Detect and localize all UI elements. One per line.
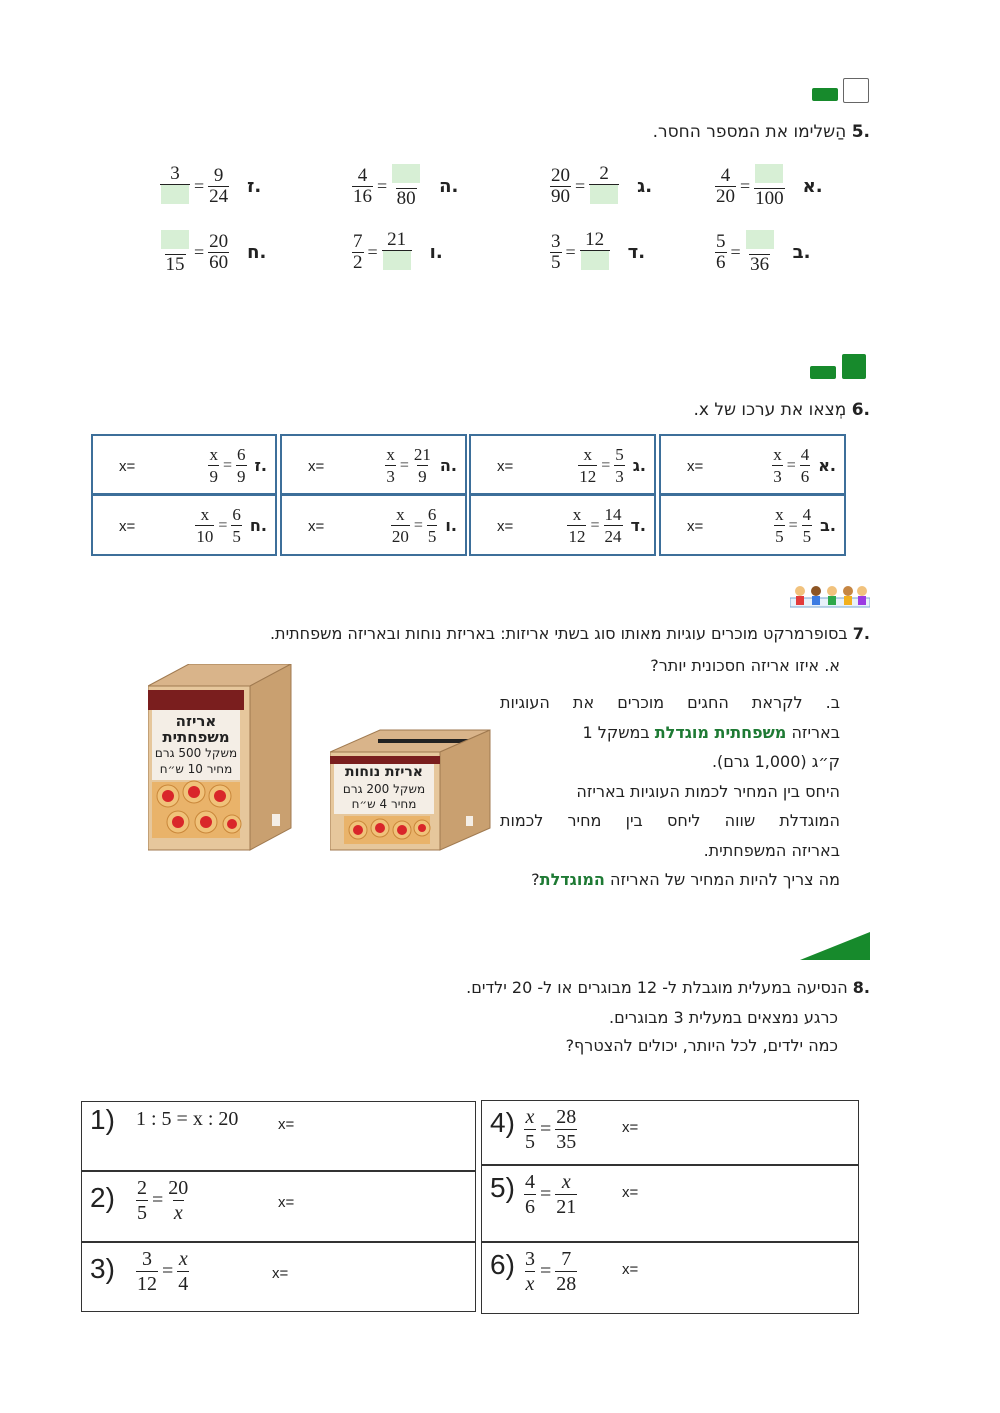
q6-cell[interactable] xyxy=(659,434,846,495)
fraction xyxy=(715,166,736,207)
fraction-term: 3 xyxy=(525,1248,535,1270)
fraction-term: 5 xyxy=(802,527,812,546)
small-box-weight: משקל 200 גרם xyxy=(342,782,426,796)
q5-item-label: ח. xyxy=(247,242,267,263)
answer-x-label: x= xyxy=(687,518,704,535)
fraction xyxy=(177,1247,189,1296)
equals-sign: = xyxy=(222,456,233,474)
q6-cell[interactable] xyxy=(469,434,656,495)
answer-x-label: x= xyxy=(308,458,325,475)
fraction-term: 12 xyxy=(568,527,586,546)
q6-cell-label: ב. xyxy=(820,516,836,535)
fraction-term: 12 xyxy=(579,467,597,486)
fraction-term: 5 xyxy=(716,231,726,252)
fraction xyxy=(580,230,610,275)
fraction xyxy=(382,230,412,275)
answer-blank[interactable] xyxy=(590,185,618,204)
fraction-term: 14 xyxy=(604,505,622,524)
fraction-term: 24 xyxy=(209,186,229,207)
fraction-term: x xyxy=(386,445,395,464)
family-package-illustration xyxy=(148,664,293,852)
fraction xyxy=(604,504,623,547)
fraction-term: 12 xyxy=(585,229,605,250)
convenience-package-illustration xyxy=(330,728,492,852)
equals-sign: = xyxy=(377,176,388,196)
fraction-term: 7 xyxy=(353,231,363,252)
q6-cell-label: ז. xyxy=(254,456,267,475)
fraction-term: 90 xyxy=(551,186,570,207)
fraction xyxy=(524,1170,536,1219)
fraction-term: 3 xyxy=(142,1248,152,1270)
q7-b-line2: באריזה משפחתית מוגדלת במשקל 1 xyxy=(582,722,840,742)
fraction-term: 3 xyxy=(615,467,624,486)
fraction-term: 5 xyxy=(775,527,784,546)
fraction-term: 28 xyxy=(556,1273,577,1295)
fraction-term: 36 xyxy=(750,254,770,275)
equals-sign: = xyxy=(601,456,611,474)
fraction-term: 4 xyxy=(357,165,368,186)
fraction-term: 21 xyxy=(413,445,431,464)
fraction-term: x xyxy=(396,505,405,524)
fraction-term: 5 xyxy=(427,527,437,546)
q5-item-label: ב. xyxy=(792,242,811,263)
q8-line3: כמה ילדים, לכל היותר, יכולים להצטרף? xyxy=(565,1036,838,1055)
fraction xyxy=(391,164,421,209)
fraction-term: 2 xyxy=(353,252,363,273)
fraction-term: 21 xyxy=(387,229,407,250)
equals-sign: = xyxy=(152,1189,164,1211)
fraction xyxy=(550,166,571,207)
fraction-term: 20 xyxy=(168,1177,189,1199)
difficulty-marker-hard xyxy=(800,930,872,962)
fraction-term: 5 xyxy=(525,1131,535,1153)
q6-cell[interactable] xyxy=(91,494,277,556)
equals-sign: = xyxy=(740,176,751,196)
q5-item-label: ז. xyxy=(247,176,262,197)
fraction-term: 20 xyxy=(391,527,409,546)
fraction-term: 9 xyxy=(209,467,218,486)
q6-number: .6 xyxy=(851,400,870,420)
answer-x-label: x= xyxy=(308,518,325,535)
q6-cell-label: ד. xyxy=(630,516,646,535)
q8-equation-box[interactable] xyxy=(81,1101,476,1171)
q7-b-line4: היחס בין המחיר לכמות העוגיות באריזה xyxy=(576,781,840,801)
q6-cell[interactable] xyxy=(469,494,656,556)
q5-item xyxy=(550,230,645,275)
q6-cell-label: ח. xyxy=(249,516,267,535)
fraction-term: 2 xyxy=(137,1177,147,1199)
q7-b-line6: באריזה המשפחתית. xyxy=(703,840,840,860)
kids-group-icon xyxy=(790,584,870,612)
fraction-term: x xyxy=(561,1171,571,1193)
fraction-term: 9 xyxy=(213,165,224,186)
fraction xyxy=(352,232,364,273)
fraction-term: 12 xyxy=(137,1273,157,1295)
equals-sign: = xyxy=(730,242,741,262)
fraction xyxy=(231,504,242,547)
equals-sign: = xyxy=(540,1118,552,1140)
fraction-term: 4 xyxy=(802,505,812,524)
fraction xyxy=(800,444,811,487)
fraction xyxy=(614,444,625,487)
q7-number: .7 xyxy=(852,624,870,643)
answer-blank[interactable] xyxy=(392,164,420,183)
q7-b-line1: ב. לקראת החגים מוכרים את העוגיות xyxy=(500,693,840,712)
fraction-term: 15 xyxy=(165,254,185,275)
q5-item xyxy=(550,164,652,209)
answer-blank[interactable] xyxy=(161,230,189,249)
fraction-term: 2 xyxy=(599,163,609,184)
answer-blank[interactable] xyxy=(383,251,411,270)
fraction xyxy=(802,504,813,547)
fraction xyxy=(208,444,219,487)
fraction-term: 21 xyxy=(556,1196,577,1218)
fraction xyxy=(160,164,190,209)
q6-title: מְצאו את ערכו של x. xyxy=(693,400,847,420)
fraction-term: x xyxy=(525,1273,535,1295)
fraction-term: x xyxy=(173,1202,183,1224)
equals-sign: = xyxy=(788,516,798,534)
fraction-term: 100 xyxy=(755,188,784,209)
fraction-term: 5 xyxy=(551,252,561,273)
q7-b-line5: המוגדלת שווה ליחס בין מחיר לכמות xyxy=(500,811,840,830)
family-box-weight: משקל 500 גרם xyxy=(154,746,238,760)
answer-x-label: x= xyxy=(622,1261,639,1278)
fraction xyxy=(391,504,410,547)
fraction-term: 10 xyxy=(196,527,214,546)
fraction-term: 6 xyxy=(800,467,810,486)
fraction-term: 6 xyxy=(427,505,437,524)
q8-equation-box[interactable] xyxy=(81,1171,476,1242)
equation-number: 5) xyxy=(490,1172,515,1203)
equals-sign: = xyxy=(194,242,205,262)
fraction-term: 60 xyxy=(209,252,229,273)
fraction-term: 3 xyxy=(170,163,180,184)
answer-blank[interactable] xyxy=(755,164,783,183)
ratio-equation: 1 : 5 = x : 20 xyxy=(136,1108,239,1130)
q6-cell-label: ג. xyxy=(632,456,646,475)
answer-x-label: x= xyxy=(119,518,136,535)
q5-item-label: ו. xyxy=(429,242,443,263)
answer-x-label: x= xyxy=(497,458,514,475)
equals-sign: = xyxy=(399,456,409,474)
equals-sign: = xyxy=(413,516,423,534)
fraction-term: x xyxy=(775,505,784,524)
fraction-term: x xyxy=(178,1248,188,1270)
equation-number: 6) xyxy=(490,1249,515,1280)
equals-sign: = xyxy=(162,1260,174,1282)
fraction-term: 9 xyxy=(418,467,427,486)
fraction xyxy=(567,504,586,547)
fraction-term: 9 xyxy=(237,467,246,486)
fraction-term: 6 xyxy=(237,445,246,464)
fraction-term: 80 xyxy=(396,188,416,209)
fraction xyxy=(208,166,229,207)
fraction xyxy=(524,1247,536,1296)
q5-item-label: א. xyxy=(802,176,823,197)
q6-cell[interactable] xyxy=(659,494,846,556)
answer-x-label: x= xyxy=(119,458,136,475)
answer-x-label: x= xyxy=(278,1194,295,1211)
fraction xyxy=(195,504,214,547)
q6-cell-label: ו. xyxy=(445,516,457,535)
small-box-price: מחיר 4 ש״ח xyxy=(351,797,417,811)
fraction-term: 6 xyxy=(716,252,726,273)
fraction-term: 5 xyxy=(615,445,624,464)
fraction xyxy=(555,1247,577,1296)
q5-item xyxy=(715,230,810,275)
fraction xyxy=(578,444,597,487)
fraction-term: x xyxy=(583,445,592,464)
answer-blank[interactable] xyxy=(746,230,774,249)
equals-sign: = xyxy=(786,456,796,474)
family-box-title1: אריזה xyxy=(175,712,217,730)
equation-number: 3) xyxy=(90,1253,115,1284)
q8-equation-box[interactable] xyxy=(481,1165,859,1242)
q5-number: .5 xyxy=(851,122,870,142)
fraction xyxy=(427,504,438,547)
answer-x-label: x= xyxy=(272,1265,289,1282)
fraction xyxy=(774,504,785,547)
fraction xyxy=(555,1170,577,1219)
fraction-term: x xyxy=(200,505,210,524)
fraction-term: 4 xyxy=(800,445,810,464)
fraction-term: 4 xyxy=(720,165,731,186)
fraction-term: 4 xyxy=(178,1273,189,1295)
fraction-term: x xyxy=(209,445,218,464)
fraction-term: 3 xyxy=(551,231,561,252)
q5-item xyxy=(160,164,261,209)
fraction-term: 3 xyxy=(386,467,395,486)
fraction xyxy=(385,444,396,487)
equals-sign: = xyxy=(367,242,378,262)
fraction-term: 6 xyxy=(525,1196,535,1218)
fraction xyxy=(167,1176,189,1225)
answer-x-label: x= xyxy=(622,1184,639,1201)
answer-x-label: x= xyxy=(687,458,704,475)
equals-sign: = xyxy=(218,516,228,534)
q8-equation-box[interactable] xyxy=(81,1242,476,1312)
q5-item xyxy=(352,164,458,209)
fraction-term: 7 xyxy=(561,1248,572,1270)
fraction xyxy=(236,444,247,487)
fraction-term: 20 xyxy=(209,231,229,252)
difficulty-marker-easy xyxy=(812,78,870,106)
q8-number: .8 xyxy=(852,978,870,997)
fraction-term: 35 xyxy=(556,1131,577,1153)
equation-number: 1) xyxy=(90,1104,115,1135)
q5-item-label: ג. xyxy=(637,176,653,197)
fraction xyxy=(208,232,229,273)
equals-sign: = xyxy=(590,516,600,534)
q6-cell[interactable] xyxy=(280,434,467,495)
equation-number: 2) xyxy=(90,1182,115,1213)
fraction-term: 20 xyxy=(716,186,735,207)
equals-sign: = xyxy=(540,1183,552,1205)
q8-equation-box[interactable] xyxy=(481,1242,859,1314)
fraction xyxy=(550,232,562,273)
fraction xyxy=(772,444,783,487)
q6-heading xyxy=(693,400,870,420)
family-box-price: מחיר 10 ש״ח xyxy=(159,762,233,776)
fraction xyxy=(754,164,785,209)
q5-item-label: ד. xyxy=(627,242,646,263)
q8-equation-box[interactable] xyxy=(481,1100,859,1165)
answer-blank[interactable] xyxy=(581,251,609,270)
fraction-term: 4 xyxy=(525,1171,535,1193)
fraction xyxy=(136,1247,158,1296)
fraction-term: x xyxy=(572,505,582,524)
answer-blank[interactable] xyxy=(161,185,189,204)
q8-line2: כרגע נמצאים במעלית 3 מבוגרים. xyxy=(609,1008,838,1027)
fraction-term: x xyxy=(773,445,782,464)
fraction-term: 20 xyxy=(551,165,570,186)
q5-item xyxy=(352,230,443,275)
q6-cell-label: ה. xyxy=(439,456,457,475)
q7-question: מה צריך להיות המחיר של האריזה המוגדלת? xyxy=(531,870,840,889)
equals-sign: = xyxy=(565,242,576,262)
q6-cell[interactable] xyxy=(91,434,277,495)
fraction xyxy=(715,232,727,273)
fraction-term: 16 xyxy=(353,186,372,207)
q5-title: הַשלימו את המספר החסר. xyxy=(652,122,847,142)
q5-item xyxy=(160,230,266,275)
q5-heading xyxy=(653,122,870,142)
fraction xyxy=(352,166,373,207)
fraction-term: 6 xyxy=(232,505,241,524)
q6-cell-label: א. xyxy=(818,456,836,475)
q6-cell[interactable] xyxy=(280,494,467,556)
q7-b-line3: ק״ג (1,000 גרם). xyxy=(711,752,840,771)
q7-part-b xyxy=(500,688,840,895)
q8-line1: .8 הנסיעה במעלית מוגבלת ל- 12 מבוגרים או ל- 20 ילדים. xyxy=(466,978,870,997)
fraction xyxy=(589,164,619,209)
q7-part-a: א. איזו אריזה חסכונית יותר? xyxy=(650,656,840,675)
fraction-term: 24 xyxy=(604,527,622,546)
fraction xyxy=(160,230,190,275)
family-box-title2: משפחתית xyxy=(162,728,230,746)
fraction-term: 3 xyxy=(773,467,782,486)
q7-green-text: משפחתית מוגדלת xyxy=(654,722,787,742)
q7-intro-text: בסופרמרקט מוכרים עוגיות מאותו סוג בשתי אריזות: באריזת נוחות ובאריזה משפחתית. xyxy=(269,624,848,643)
fraction-term: 5 xyxy=(137,1202,147,1224)
answer-x-label: x= xyxy=(278,1116,295,1133)
equation-number: 4) xyxy=(490,1107,515,1138)
small-box-title: אריזת נוחות xyxy=(345,764,423,780)
answer-x-label: x= xyxy=(497,518,514,535)
fraction xyxy=(524,1105,536,1154)
fraction xyxy=(555,1105,577,1154)
difficulty-marker-medium xyxy=(810,354,870,382)
equals-sign: = xyxy=(540,1260,552,1282)
q5-item xyxy=(715,164,823,209)
fraction-term: 5 xyxy=(232,527,241,546)
fraction xyxy=(136,1176,148,1225)
q7-intro xyxy=(270,624,870,643)
fraction xyxy=(413,444,432,487)
equals-sign: = xyxy=(194,176,205,196)
q5-item-label: ה. xyxy=(439,176,459,197)
fraction-term: x xyxy=(525,1106,535,1128)
answer-x-label: x= xyxy=(622,1119,639,1136)
equals-sign: = xyxy=(575,176,586,196)
fraction xyxy=(745,230,775,275)
fraction-term: 28 xyxy=(556,1106,577,1128)
